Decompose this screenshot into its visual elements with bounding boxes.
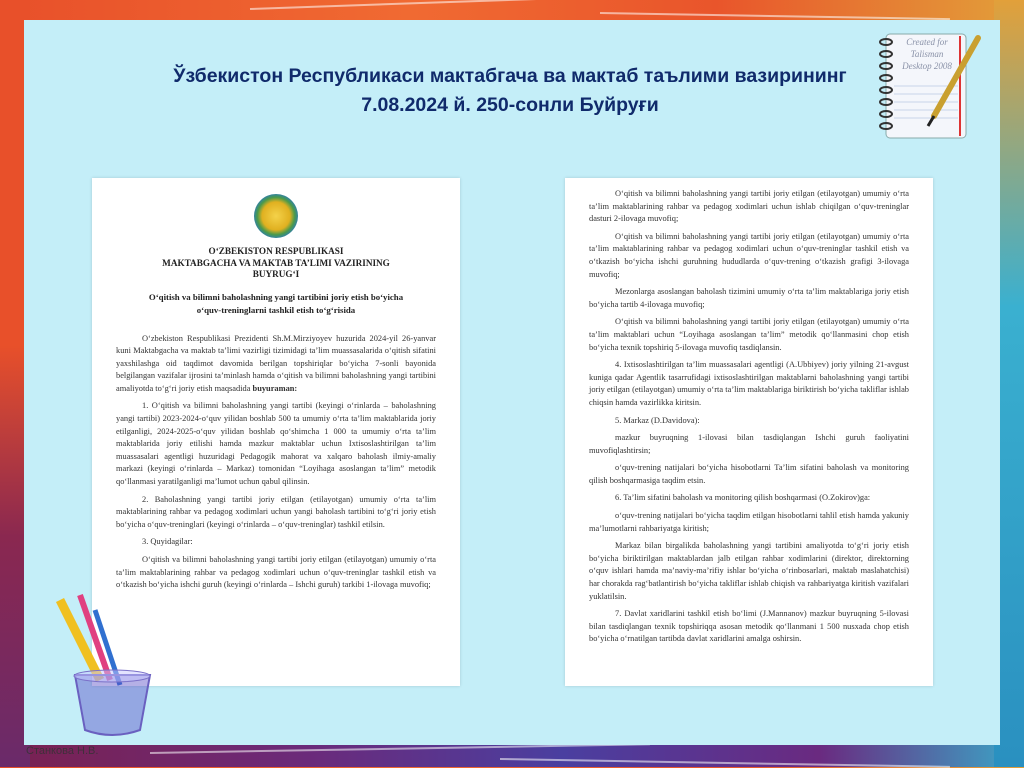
document-paragraph: 1. O‘qitish va bilimni baholashning yangi tartibi (keyingi o‘rinlarda – baholashning yangi tartibi) 2023-2024-o‘quv yilidan boshlab 500 ta umumiy o‘rta ta’lim maktablarida joriy etilganligi, 2024-2025-o‘quv yilidan boshlab qo‘shimcha 1 000 ta umumiy o‘rta ta’lim maktablarida joriy etilishi hamda mazkur maktablar uchun Ixtisoslashtirilgan ta’lim muassasalari agentligi huzuridagi Pedagogik mahorat va xalqaro baholash ilmiy-amaliy markazi (keyingi o‘rinlarda – Markaz) tomonidan “Loyihaga asoslangan ta’lim” metodik qo‘llanmasi yaratilganligi ma’lumot uchun qabul qilinsin. [116,401,436,487]
uzbekistan-emblem-icon [254,194,298,238]
document-paragraph: 4. Ixtisoslashtirilgan ta’lim muassasalari agentligi (A.Ubbiyev) joriy yilning 21-avgust kuniga qadar Agentlik tasarrufidagi ixtisoslashtirilgan maktablarni baholashning yangi tartibi joriy etilgan (etilayotgan) umumiy o‘rta ta’lim maktablariga biriktirish bo‘yicha takliflar ishlab chiqsin hamda vazirlikka kiritsin. [589,360,909,407]
document-paragraph: O‘qitish va bilimni baholashning yangi tartibi joriy etilgan (etilayotgan) umumiy o‘rta ta’lim maktablarining rahbar va pedagog xodimlari uchun ishlab chiqilgan o‘quv-treninglar dasturi 2-ilovaga muvofiq; [589,189,909,224]
subtitle-line: o‘quv-treninglarni tashkil etish to‘g‘risida [196,304,356,315]
document-paragraph: 7. Davlat xaridlarini tashkil etish bo‘limi (J.Mannanov) mazkur buyruqning 5-ilovasi bilan tasdiqlangan texnik topshiriqqa asosan metodik qo‘llanmani 1 500 nusxada chop etish bo‘yicha o‘rnatilgan tartibda davlat xaridlarini amalga oshirsin. [589,609,909,644]
title-line-1: Ўзбекистон Республикаси мактабгача ва мактаб таълими вазирининг [173,65,847,87]
document-paragraph: O‘qitish va bilimni baholashning yangi tartibi joriy etilgan (etilayotgan) umumiy o‘rta ta’lim maktablari uchun “Loyihaga asoslangan ta’lim” metodik qo‘llanmasini chop etish bo‘yicha texnik topshiriq 5-ilovaga muvofiq tasdiqlansin. [589,317,909,352]
pencil-cup-icon [40,590,170,740]
decor-stripe [600,12,950,20]
right-document-page [565,178,933,686]
document-paragraph: 3. Quyidagilar: [142,537,193,547]
author-signature: Станкова Н.В. [26,745,99,757]
header-line: BUYRUG‘I [252,269,300,279]
header-line: MAKTABGACHA VA MAKTAB TA’LIMI VAZIRINING [162,257,390,268]
header-line: O‘ZBEKISTON RESPUBLIKASI [208,246,344,256]
document-paragraph: Mezonlarga asoslangan baholash tizimini umumiy o‘rta ta’lim maktablariga joriy etish bo‘yicha tartib 4-ilovaga muvofiq; [589,287,909,309]
document-paragraph: o‘quv-trening natijalari bo‘yicha taqdim etilgan hisobotlarni tahlil etish hamda yakuniy ma’lumotlarni rahbariyatga kiritish; [589,511,909,533]
intro-bold-text: buyuraman: [252,383,298,393]
intro-paragraph [116,333,436,396]
document-paragraph: 2. Baholashning yangi tartibi joriy etilgan (etilayotgan) umumiy o‘rta ta’lim maktablarining rahbar va pedagog xodimlari uchun yangi baholash tartibini to‘g‘ri joriy etish bo‘yicha o‘quv-treninglari (keyingi o‘rinlarda – o‘quv-treninglar) tashkil etilsin. [116,494,436,529]
slide-title [60,62,960,120]
document-paragraph: 6. Ta’lim sifatini baholash va monitoring qilish boshqarmasi (O.Zokirov)ga: [615,493,871,503]
document-paragraph: o‘quv-trening natijalari bo‘yicha hisobotlarni Ta’lim sifatini baholash va monitoring qilish boshqarmasiga taqdim etsin. [589,463,909,485]
subtitle-line: O‘qitish va bilimni baholashning yangi tartibini joriy etish bo‘yicha [148,291,404,302]
document-paragraph: Markaz bilan birgalikda baholashning yangi tartibini amaliyotda to‘g‘ri joriy etish bo‘yicha biriktirilgan maktablardan jalb etilgan rahbar xodimlarini (direktor, direktorning o‘quv ishlari hamda ma’naviy-ma’rifiy ishlar bo‘yicha o‘rinbosarlari, maktab maslahatchisi) har chorakda rag‘batlantirish bo‘yicha takliflar ishlab chiqish va rahbariyatga kiritish vazifalari yuklatilsin. [589,541,909,601]
document-paragraph: O‘qitish va bilimni baholashning yangi tartibi joriy etilgan (etilayotgan) umumiy o‘rta ta’lim maktablarining rahbar va pedagog xodimlari uchun o‘quv-treninglar tashkil etish va o‘tkazish bo‘yicha ishchi guruhning hududlarda o‘quv-trening o‘tkazish grafigi 3-ilovaga muvofiq; [589,231,909,279]
title-line-2: 7.08.2024 й. 250-сонли Буйруғи [361,94,659,116]
document-paragraph: mazkur buyruqning 1-ilovasi bilan tasdiqlangan Ishchi guruh faoliyatini muvofiqlashtirsin; [589,433,909,455]
notebook-logo-text: Created for Talisman Desktop 2008 [902,37,952,71]
document-paragraph: 5. Markaz (D.Davidova): [615,415,700,425]
document-header [116,246,436,281]
document-paragraph: O‘qitish va bilimni baholashning yangi tartibi joriy etilgan (etilayotgan) umumiy o‘rta ta’lim maktablarining rahbar va pedagog xodimlari uchun o‘quv-treninglar tashkil etish va o‘tkazish bo‘yicha ishchi guruh (keyingi o‘rinlarda – Ishchi guruh) tarkibi 1-ilovaga muvofiq; [116,555,436,590]
intro-text: O‘zbekiston Respublikasi Prezidenti Sh.M.Mirziyoyev huzurida 2024-yil 26-yanvar kuni Maktabgacha va maktab ta’limi vazirligi tizimidagi ta’lim muassasalarida o‘qitish sifatini yaxshilashga oid taqdimot davomida berilgan topshiriqlar bo‘yicha 7-sonli bayonida belgilangan vazifalar ijrosini ta’minlash hamda o‘qitish va bilimni baholashning yangi tartibini amaliyotda to‘g‘ri joriy etish maqsadida [116,333,436,393]
decor-stripe [250,0,550,10]
document-subtitle [116,291,436,317]
